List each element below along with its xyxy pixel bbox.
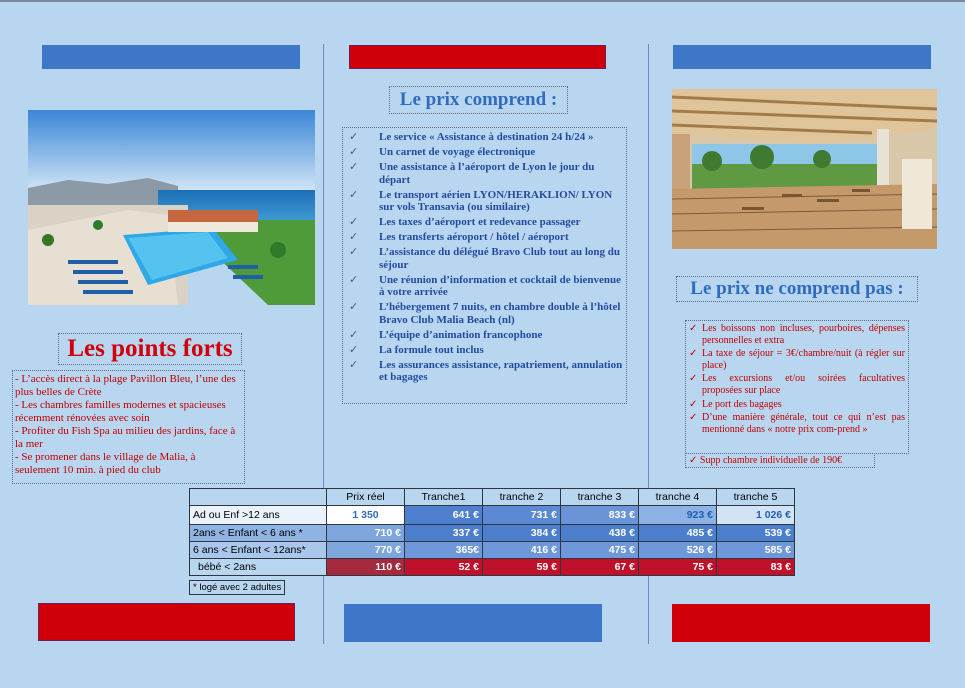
price-cell: 59 € [483,559,561,576]
price-cell: 731 € [483,506,561,525]
check-icon: ✓ [349,301,359,314]
list-item: ✓ Une assistance à l’aéroport de Lyon le jour du départ [349,160,595,186]
price-cell: 641 € [405,506,483,525]
check-icon: ✓ [349,188,359,201]
header-cell: tranche 3 [561,489,639,506]
bottom-bar-right [672,604,930,642]
table-row [190,559,795,576]
price-cell: 75 € [639,559,717,576]
list-item: ✓ L’assistance du délégué Bravo Club tout au long du séjour [349,246,621,271]
check-icon: ✓ [349,358,359,371]
price-cell: 438 € [561,525,639,542]
highlights-title: Les points forts [58,333,242,365]
price-includes-box [342,127,627,404]
price-excludes-list [686,323,905,435]
check-icon: ✓ [349,273,359,286]
check-icon: ✓ [349,343,359,356]
single-room-supplement: ✓ Supp chambre individuelle de 190€ [685,453,875,468]
table-footnote: * logé avec 2 adultes [189,580,285,595]
price-cell: 365€ [405,542,483,559]
price-cell: 1 350 [327,506,405,525]
header-cell: tranche 4 [639,489,717,506]
list-item: ✓ Les boissons non incluses, pourboires, dépenses personnelles et extra [689,323,905,346]
table-row [190,525,795,542]
price-cell: 485 € [639,525,717,542]
list-item: ✓ Une réunion d’information et cocktail de bienvenue à votre arrivée [349,273,621,299]
list-item: ✓ D’une manière générale, tout ce qui n’est pas mentionné dans « notre prix com-prend » [689,412,905,435]
price-cell: 833 € [561,506,639,525]
check-icon: ✓ [689,398,698,410]
check-icon: ✓ [349,131,359,143]
price-cell: 539 € [717,525,795,542]
row-label: 6 ans < Enfant < 12ans* [190,542,327,559]
price-cell: 110 € [327,559,405,576]
highlight-item: - Les chambres familles modernes et spacieuses récemment rénovées avec soin [15,399,226,424]
check-icon: ✓ [349,328,359,341]
price-cell: 67 € [561,559,639,576]
check-icon: ✓ [349,216,359,229]
window-top-border [0,0,965,2]
highlight-item: - L’accès direct à la plage Pavillon Bleu, l’une des plus belles de Crète [15,373,236,398]
price-cell: 710 € [327,525,405,542]
header-cell: tranche 5 [717,489,795,506]
list-item: ✓ La taxe de séjour = 3€/chambre/nuit (à régler sur place) [689,348,905,371]
highlights-box [12,370,245,484]
list-item: ✓ Les assurances assistance, rapatriement, annulation et bagages [349,358,623,384]
header-cell: tranche 2 [483,489,561,506]
price-cell: 923 € [639,506,717,525]
header-cell: Tranche1 [405,489,483,506]
top-bar-left [42,45,300,69]
price-cell: 770 € [327,542,405,559]
top-bar-right [673,45,931,69]
price-excludes-box [685,320,909,454]
check-icon: ✓ [689,323,698,334]
row-label: Ad ou Enf >12 ans [190,506,327,525]
list-item: ✓ Le service « Assistance à destination 24 h/24 » [349,131,594,143]
price-cell: 585 € [717,542,795,559]
hotel-pool-photo [28,110,315,305]
price-cell: 416 € [483,542,561,559]
price-table [189,488,795,576]
price-includes-title: Le prix comprend : [389,86,568,114]
list-item: ✓ Les excursions et/ou soirées facultatives proposées sur place [689,373,905,396]
row-label: bébé < 2ans [190,559,327,576]
price-cell: 475 € [561,542,639,559]
price-cell: 337 € [405,525,483,542]
check-icon: ✓ [689,455,698,466]
header-cell [190,489,327,506]
list-item: ✓ L’équipe d’animation francophone [349,328,543,341]
list-item: ✓ Le transport aérien LYON/HERAKLION/ LYON sur vols Transavia (ou similaire) [349,188,613,214]
price-cell: 52 € [405,559,483,576]
price-cell: 83 € [717,559,795,576]
table-header-row [190,489,795,506]
price-cell: 384 € [483,525,561,542]
check-icon: ✓ [689,373,698,385]
restaurant-terrace-photo [672,89,937,249]
price-includes-list [343,131,626,384]
price-excludes-title: Le prix ne comprend pas : [676,276,918,302]
check-icon: ✓ [349,145,359,158]
top-bar-middle [349,45,606,69]
list-item: ✓ Les taxes d’aéroport et redevance passager [349,216,581,229]
check-icon: ✓ [689,348,698,360]
list-item: ✓ Un carnet de voyage électronique [349,145,536,158]
table-row [190,506,795,525]
check-icon: ✓ [349,231,359,244]
check-icon: ✓ [689,412,698,424]
price-cell: 526 € [639,542,717,559]
check-icon: ✓ [349,160,359,173]
row-label: 2ans < Enfant < 6 ans * [190,525,327,542]
list-item: ✓ Le port des bagages [689,398,782,410]
list-item: ✓ Les transferts aéroport / hôtel / aéroport [349,231,569,244]
bottom-bar-left [38,603,295,641]
list-item: ✓ La formule tout inclus [349,343,484,356]
table-row [190,542,795,559]
bottom-bar-middle [344,604,602,642]
header-cell: Prix réel [327,489,405,506]
check-icon: ✓ [349,246,359,259]
highlight-item: - Profiter du Fish Spa au milieu des jardins, face à la mer [15,425,236,450]
highlight-item: - Se promener dans le village de Malia, à seulement 10 min. à pied du club [15,451,196,476]
list-item: ✓ L’hébergement 7 nuits, en chambre double à l’hôtel Bravo Club Malia Beach (nl) [349,301,621,326]
price-cell: 1 026 € [717,506,795,525]
